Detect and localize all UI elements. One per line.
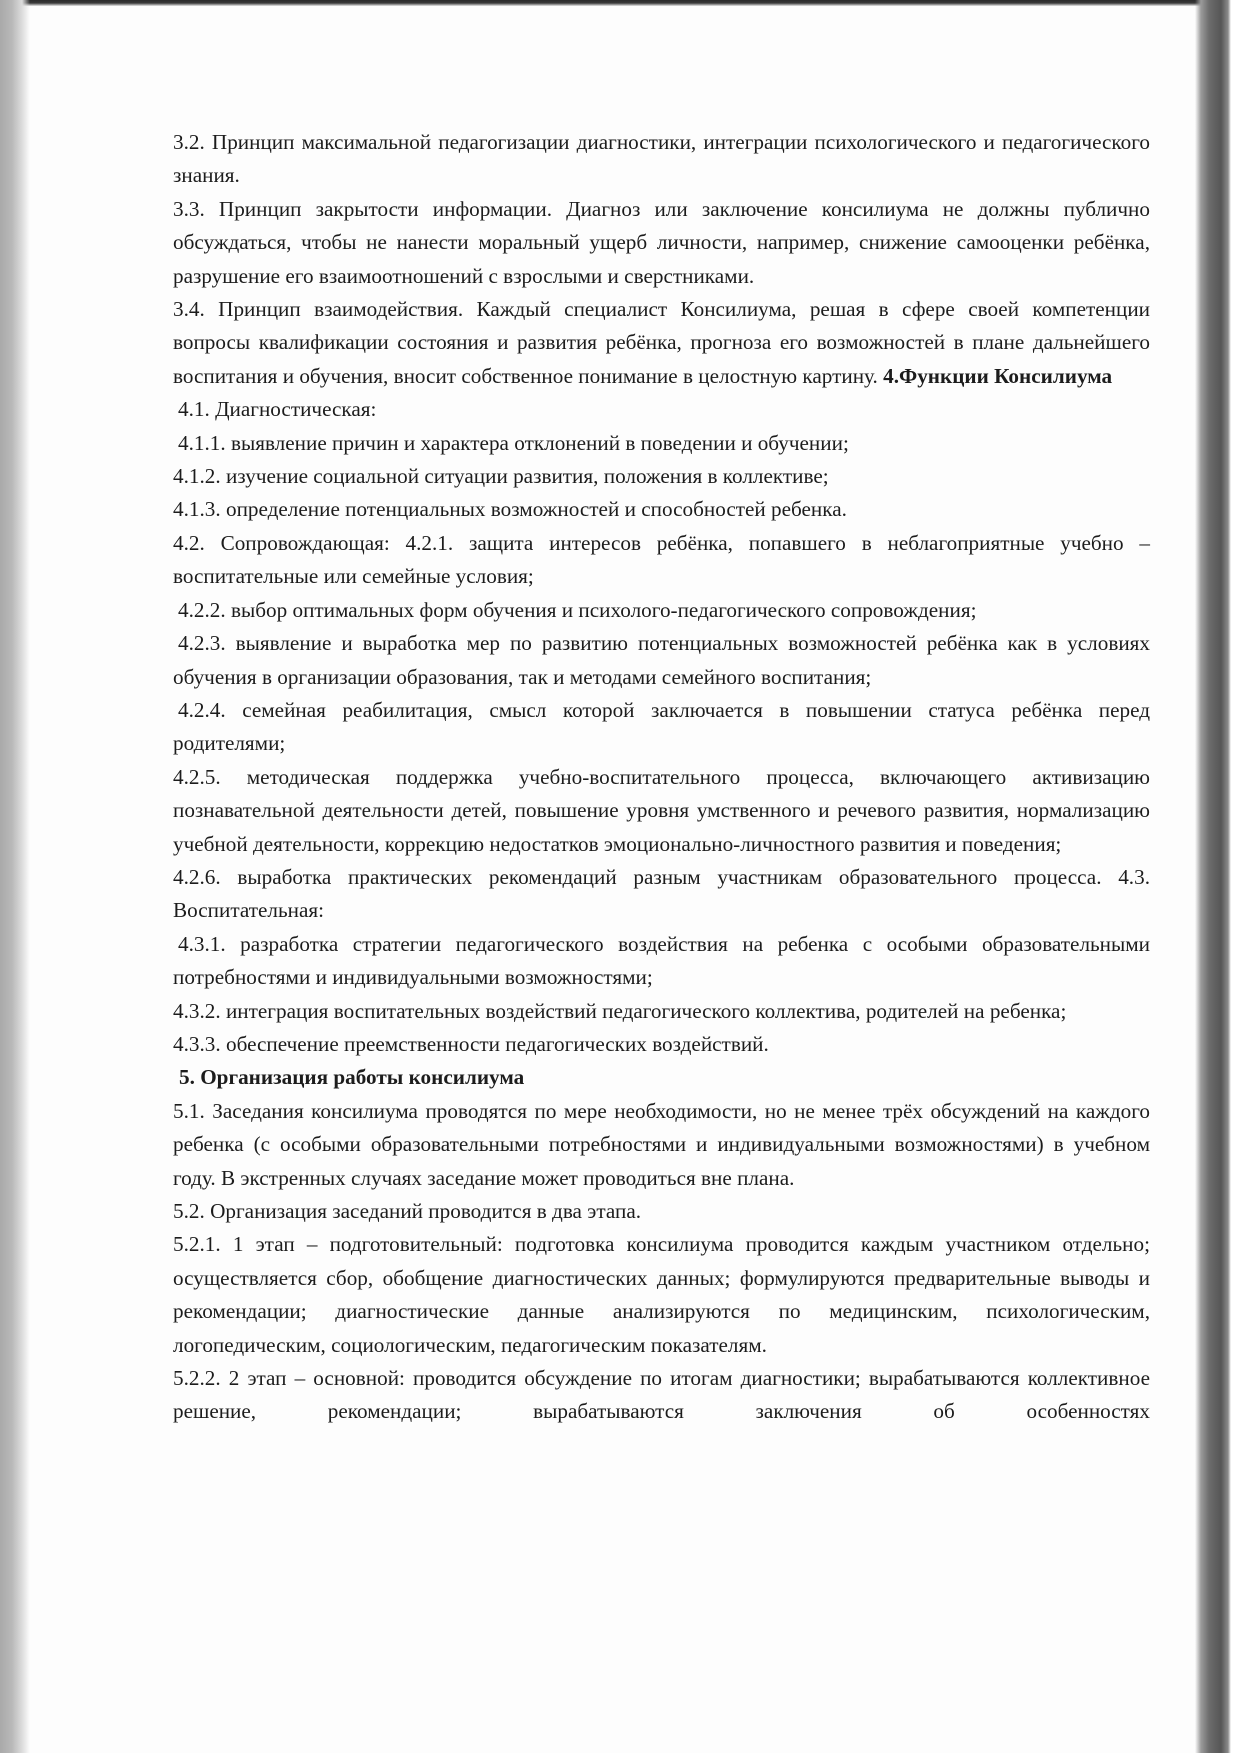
- paragraph-5-2-2: 5.2.2. 2 этап – основной: проводится обсуждение по итогам диагностики; вырабатываются коллективное решение, рекомендации; вырабатываются заключения об особенностях: [173, 1366, 1150, 1424]
- paragraph-3-3: 3.3. Принцип закрытости информации. Диагноз или заключение консилиума не должны публично обсуждаться, чтобы не нанести моральный ущерб личности, например, снижение самооценки ребёнка, разрушение его взаимоотношений с взрослыми и сверстниками.: [173, 196, 1150, 288]
- scan-right-margin: [1231, 0, 1240, 1753]
- paragraph-5-2-1: 5.2.1. 1 этап – подготовительный: подготовка консилиума проводится каждым участником отдельно; осуществляется сбор, обобщение диагностических данных; формулируются предварительные выводы и рекомендации; диагностические данные анализируются по медицинским, психологическим, логопедическим, социологическим, педагогическим показателям.: [173, 1232, 1150, 1357]
- paragraph-4-1-1: 4.1.1. выявление причин и характера отклонений в поведении и обучении;: [178, 430, 849, 455]
- paragraph-4-2-6: 4.2.6. выработка практических рекомендаций разным участникам образовательного процесса. 4.3. Воспитательная:: [173, 864, 1150, 923]
- section-5-heading: 5. Организация работы консилиума: [179, 1065, 525, 1090]
- paragraph-4-2-3: 4.2.3. выявление и выработка мер по развитию потенциальных возможностей ребёнка как в условиях обучения в организации образования, так и методами семейного воспитания;: [173, 631, 1150, 689]
- paragraph-4-2-5: 4.2.5. методическая поддержка учебно-воспитательного процесса, включающего активизацию познавательной деятельности детей, повышение уровня умственного и речевого развития, нормализацию учебной деятельности, коррекцию недостатков эмоционально-личностного развития и поведения;: [173, 764, 1150, 856]
- paragraph-5-2: 5.2. Организация заседаний проводится в два этапа.: [173, 1199, 642, 1223]
- paragraph-4-3-2: 4.3.2. интеграция воспитательных воздействий педагогического коллектива, родителей на ребенка;: [173, 998, 1067, 1023]
- paragraph-5-1: 5.1. Заседания консилиума проводятся по мере необходимости, но не менее трёх обсуждений на каждого ребенка (с особыми образовательными потребностями и индивидуальными возможностями) в учебном году. В экстренных случаях заседание может проводиться вне плана.: [173, 1098, 1150, 1190]
- paragraph-3-2: 3.2. Принцип максимальной педагогизации диагностики, интеграции психологического и педагогического знания.: [173, 130, 1150, 188]
- paragraph-4-2-2: 4.2.2. выбор оптимальных форм обучения и психолого-педагогического сопровождения;: [178, 597, 977, 622]
- paragraph-4-2-4: 4.2.4. семейная реабилитация, смысл которой заключается в повышении статуса ребёнка перед родителями;: [173, 697, 1150, 756]
- document-body: [173, 126, 1150, 1429]
- section-4-heading: 4.Функции Консилиума: [883, 363, 1113, 388]
- scan-top-edge: [0, 0, 1240, 6]
- paragraph-4-1: 4.1. Диагностическая:: [178, 397, 377, 422]
- scan-right-shadow: [1195, 0, 1231, 1753]
- paragraph-4-3-1: 4.3.1. разработка стратегии педагогического воздействия на ребенка с особыми образовательными потребностями и индивидуальными возможностями;: [173, 931, 1150, 990]
- paragraph-3-4-text: 3.4. Принцип взаимодействия. Каждый специалист Консилиума, решая в сфере своей компетенции вопросы квалификации состояния и развития ребёнка, прогноза его возможностей в плане дальнейшего воспитания и обучения, вносит собственное понимание в целостную картину.: [173, 297, 1150, 388]
- paragraph-4-1-3: 4.1.3. определение потенциальных возможностей и способностей ребенка.: [173, 497, 847, 522]
- paragraph-3-4: [173, 293, 1150, 393]
- paragraph-4-3-3: 4.3.3. обеспечение преемственности педагогических воздействий.: [173, 1031, 769, 1056]
- paragraph-4-1-2: 4.1.2. изучение социальной ситуации развития, положения в коллективе;: [173, 464, 829, 489]
- scan-left-shadow: [0, 0, 30, 1753]
- paragraph-4-2: 4.2. Сопровождающая: 4.2.1. защита интересов ребёнка, попавшего в неблагоприятные учебно – воспитательные или семейные условия;: [173, 530, 1150, 589]
